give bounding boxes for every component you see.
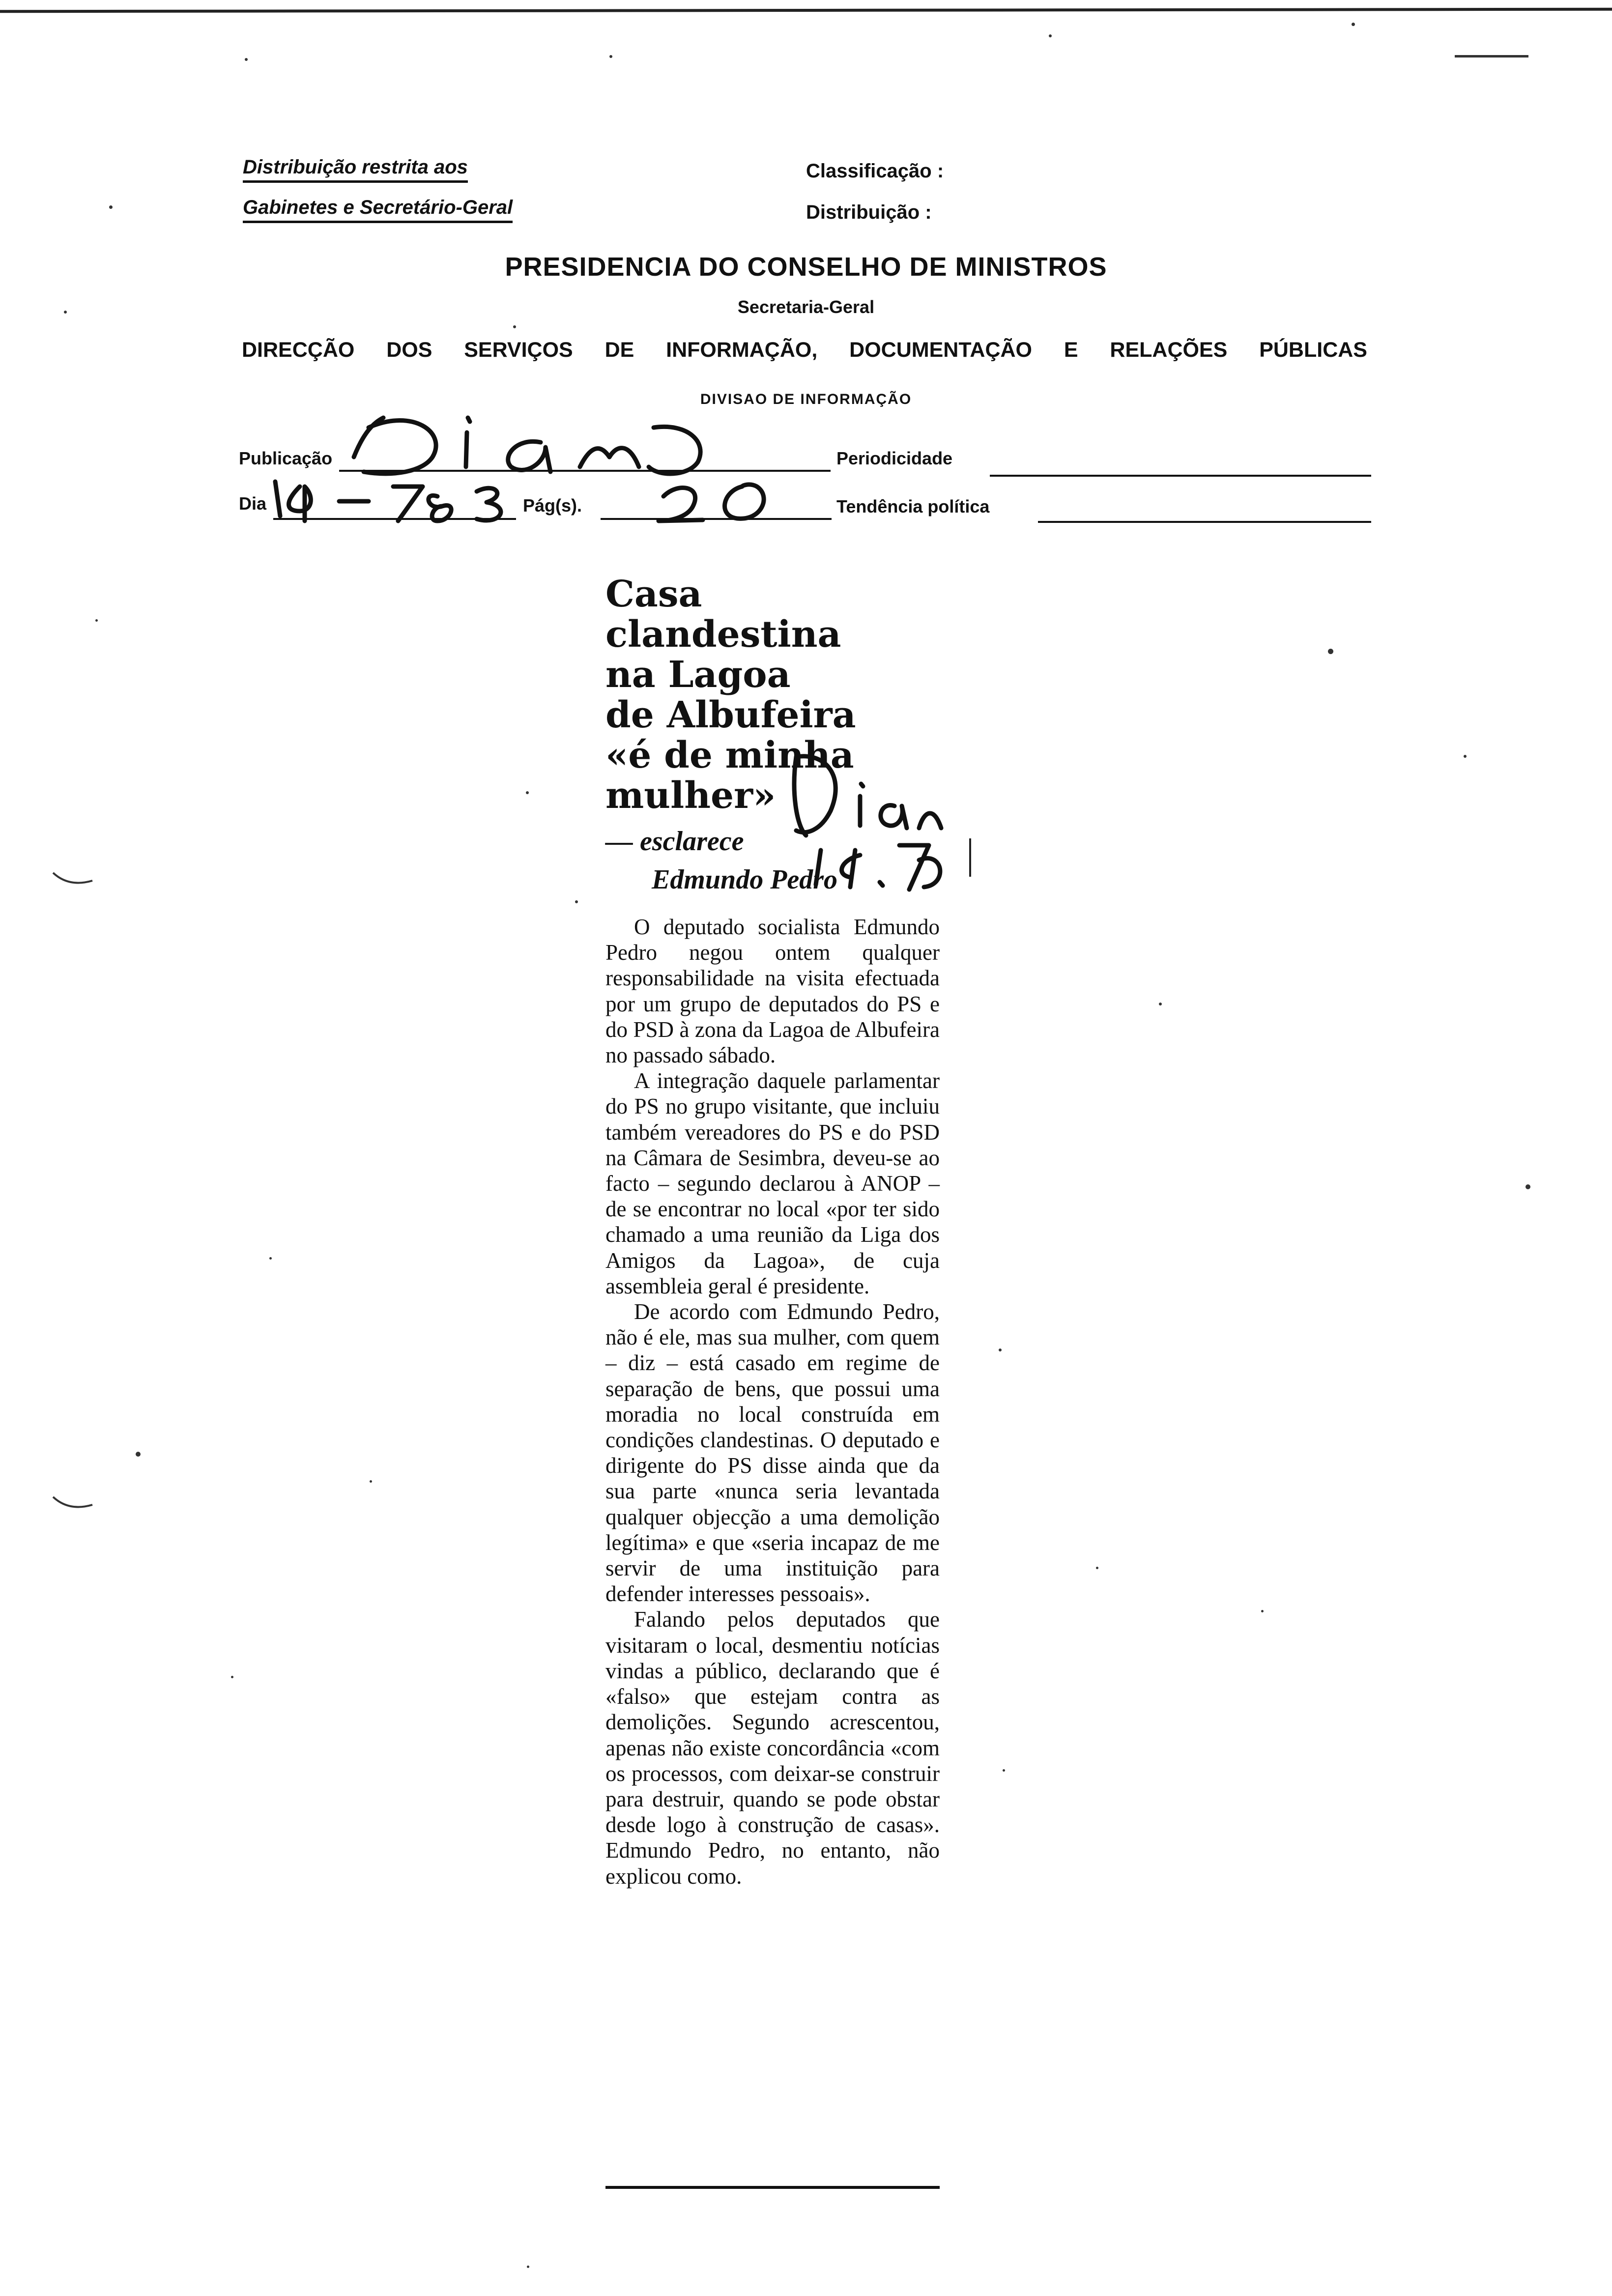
article-paragraph: Falando pelos deputados que visitaram o local, desmentiu notícias vindas a público, declarando que é «falso» que estejam contra as demolições. Segundo acrescentou, apenas não existe concordância «com os processos, com deixar-se construir para destruir, quando se pode obstar desde logo à construção de casas». Edmundo Pedro, no entanto, não explicou como. bbox=[605, 1607, 940, 1889]
direction-word: DE bbox=[604, 338, 634, 362]
scan-speck bbox=[1049, 34, 1052, 37]
scan-arc-mark bbox=[49, 1494, 98, 1514]
direction-word: E bbox=[1064, 338, 1078, 362]
direction-word: SERVIÇOS bbox=[464, 338, 573, 362]
article-body bbox=[605, 914, 940, 1889]
scan-speck bbox=[1464, 755, 1467, 758]
pages-label: Pág(s). bbox=[523, 495, 582, 516]
scan-arc-mark bbox=[49, 870, 98, 890]
direction-title bbox=[242, 338, 1367, 362]
scan-speck bbox=[999, 1349, 1002, 1351]
scan-speck bbox=[1003, 1769, 1005, 1772]
article-paragraph: A integração daquele parlamentar do PS no grupo visitante, que incluiu também vereadores do PS e do PSD na Câmara de Sesimbra, deveu-se ao facto – segundo declarou à ANOP – de se encontrar no local «por ter sido chamado a uma reunião da Liga dos Amigos da Lagoa», de cuja assembleia geral é presidente. bbox=[605, 1068, 940, 1298]
political-tendency-label: Tendência política bbox=[836, 496, 990, 517]
scan-speck bbox=[527, 2266, 529, 2268]
scan-vertical-mark bbox=[969, 838, 971, 877]
direction-word: DIRECÇÃO bbox=[242, 338, 355, 362]
scan-speck bbox=[1526, 1184, 1530, 1189]
periodicity-label: Periodicidade bbox=[836, 448, 953, 468]
scan-speck bbox=[609, 55, 612, 58]
scan-speck bbox=[1096, 1567, 1098, 1569]
scan-speck bbox=[231, 1676, 233, 1678]
direction-word: PÚBLICAS bbox=[1259, 338, 1367, 362]
publication-handwriting bbox=[334, 403, 757, 482]
scan-speck bbox=[136, 1452, 141, 1457]
direction-word: RELAÇÕES bbox=[1110, 338, 1228, 362]
scan-speck bbox=[1261, 1610, 1264, 1612]
distribution-label: Distribuição : bbox=[806, 201, 932, 223]
direction-word: DOS bbox=[386, 338, 432, 362]
scan-speck bbox=[1159, 1003, 1162, 1005]
pages-handwriting bbox=[649, 477, 796, 526]
scan-speck bbox=[513, 325, 516, 328]
restricted-distribution-line2: Gabinetes e Secretário-Geral bbox=[243, 197, 513, 223]
political-tendency-field-line bbox=[1038, 521, 1371, 523]
scan-speck bbox=[575, 900, 578, 903]
scan-speck bbox=[245, 58, 248, 61]
division-title: DIVISAO DE INFORMAÇÃO bbox=[700, 391, 912, 407]
periodicity-field-line bbox=[990, 475, 1371, 477]
organization-subtitle: Secretaria-Geral bbox=[737, 297, 875, 317]
article-paragraph: De acordo com Edmundo Pedro, não é ele, mas sua mulher, com quem – diz – está casado em regime de separação de bens, que possui uma moradia no local construída em condições clandestinas. O deputado e dirigente do PS disse ainda que da sua parte «nunca seria levantada qualquer objecção a uma demolição legítima» e que «seria incapaz de me servir de uma instituição para defender interesses pessoais». bbox=[605, 1299, 940, 1607]
scan-speck bbox=[269, 1257, 272, 1260]
day-handwriting bbox=[265, 472, 521, 526]
scan-speck bbox=[95, 619, 98, 622]
scan-speck bbox=[370, 1480, 372, 1483]
classification-label: Classificação : bbox=[806, 160, 944, 182]
scan-speck bbox=[109, 205, 113, 209]
article-handwritten-note bbox=[786, 737, 949, 894]
scan-speck bbox=[1352, 23, 1355, 26]
scan-top-edge-line bbox=[0, 8, 1612, 13]
direction-word: INFORMAÇÃO, bbox=[666, 338, 818, 362]
direction-word: DOCUMENTAÇÃO bbox=[849, 338, 1032, 362]
day-label: Dia bbox=[239, 493, 267, 514]
article-headline: Casa clandestina na Lagoa de Albufeira «é de minha mulher» bbox=[605, 573, 856, 817]
article-kicker-author: Edmundo Pedro bbox=[652, 864, 838, 895]
article-end-rule bbox=[605, 2186, 940, 2189]
scan-speck bbox=[526, 791, 529, 794]
article-kicker-line1: — esclarece bbox=[605, 826, 744, 857]
article-paragraph: O deputado socialista Edmundo Pedro negou ontem qualquer responsabilidade na visita efectuada por um grupo de deputados do PS e do PSD à zona da Lagoa de Albufeira no passado sábado. bbox=[605, 915, 940, 1068]
publication-label: Publicação bbox=[239, 448, 333, 468]
scan-dash-mark bbox=[1455, 55, 1528, 57]
restricted-distribution-line1: Distribuição restrita aos bbox=[243, 156, 468, 183]
organization-name: PRESIDENCIA DO CONSELHO DE MINISTROS bbox=[505, 252, 1107, 282]
scan-speck bbox=[64, 311, 67, 314]
scan-speck bbox=[1328, 649, 1333, 654]
